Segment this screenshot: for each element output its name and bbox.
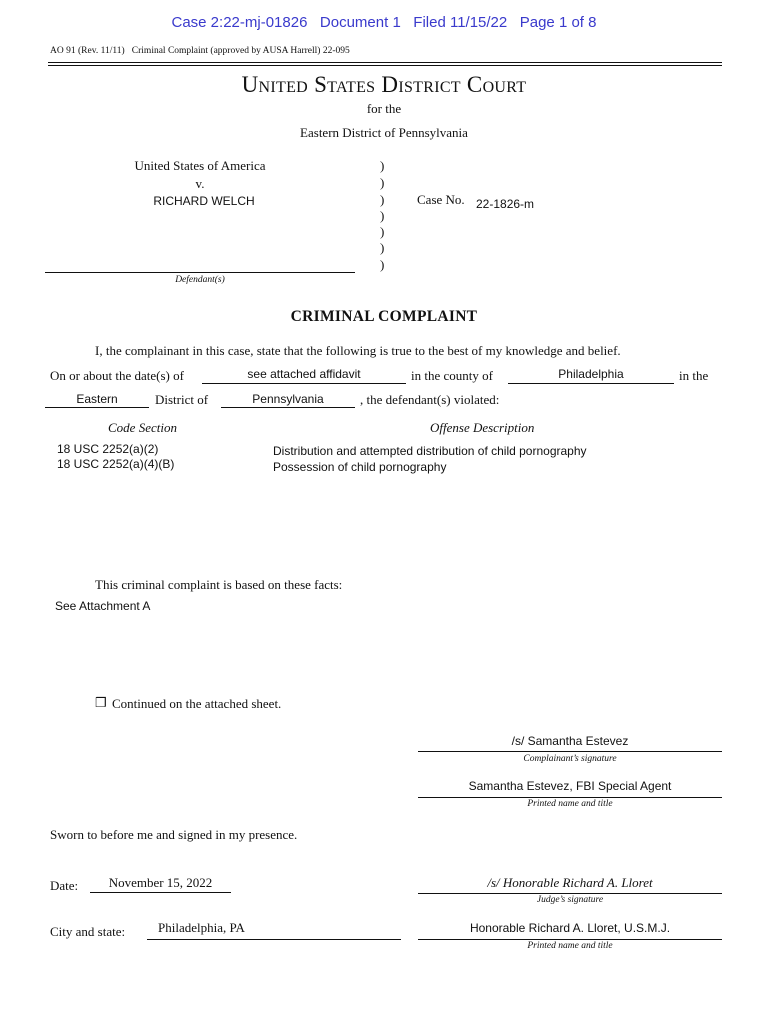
offense-code: 18 USC 2252(a)(2) [57,442,159,456]
county-field-line [508,383,674,384]
county-label: in the county of [411,368,493,383]
complainant-printed-name: Samantha Estevez, FBI Special Agent [468,779,672,793]
header-rule-top [48,62,722,63]
complainant-printed-label: Printed name and title [527,799,613,809]
complaint-intro: I, the complainant in this case, state that the following is true to the best of my knowledge and belief. [95,343,621,358]
judge-printed-label: Printed name and title [527,941,613,951]
city-state-label: City and state: [50,924,126,939]
paren: ) [380,208,385,223]
paren: ) [380,257,385,272]
offense-code: 18 USC 2252(a)(4)(B) [57,457,175,471]
complainant-signature-label: Complainant’s signature [523,754,617,764]
date-field: see attached affidavit [247,367,361,381]
form-id: AO 91 (Rev. 11/11) Criminal Complaint (approved by AUSA Harrell) 22-095 [50,46,350,56]
judge-signature-label: Judge’s signature [536,895,604,905]
case-no-label: Case No. [417,192,465,207]
complaint-title: CRIMINAL COMPLAINT [290,308,478,325]
case-stamp: Case 2:22-mj-01826 Document 1 Filed 11/15/22 Page 1 of 8 [171,14,597,31]
defendant-label: Defendant(s) [175,275,225,285]
plaintiff-name: United States of America [134,158,266,173]
on-or-about-label: On or about the date(s) of [50,368,184,383]
header-rule-bottom [48,65,722,66]
sworn-date-value: November 15, 2022 [108,875,213,890]
facts-intro: This criminal complaint is based on these facts: [95,577,343,592]
county-field: Philadelphia [558,367,624,381]
defendant-name: RICHARD WELCH [153,194,255,208]
paren: ) [380,240,385,255]
offense-description-header: Offense Description [430,420,535,435]
code-section-header: Code Section [108,420,177,435]
district-field: Eastern [76,392,118,406]
case-no-value: 22-1826-m [476,197,535,211]
date-field-line [202,383,406,384]
district-field-line [45,407,149,408]
sworn-date-line [90,892,231,893]
versus: v. [195,176,205,191]
district-name: Eastern District of Pennsylvania [300,125,468,140]
complainant-signature: /s/ Samantha Estevez [511,734,629,748]
continued-checkbox[interactable]: ❒ [95,695,107,710]
court-title: United States District Court [241,72,527,97]
facts-value: See Attachment A [55,599,151,613]
for-the: for the [366,101,402,116]
district-of-label: District of [155,392,209,407]
city-state-line [147,939,401,940]
state-field: Pennsylvania [252,392,324,406]
continued-label: Continued on the attached sheet. [112,696,282,711]
paren: ) [380,224,385,239]
state-field-line [221,407,355,408]
paren: ) [380,158,385,173]
city-state-value: Philadelphia, PA [158,920,245,935]
sworn-statement: Sworn to before me and signed in my presence. [50,827,298,842]
date-label: Date: [50,878,79,893]
paren: ) [380,192,385,207]
offense-description: Distribution and attempted distribution of child pornography [273,444,587,458]
in-the-label: in the [679,368,709,383]
judge-signature: /s/ Honorable Richard A. Lloret [487,875,653,890]
judge-printed-line [418,939,722,940]
defendant-line [45,272,355,273]
offense-description: Possession of child pornography [273,460,447,474]
judge-signature-line [418,893,722,894]
judge-printed-name: Honorable Richard A. Lloret, U.S.M.J. [469,921,671,935]
paren: ) [380,175,385,190]
violated-label: , the defendant(s) violated: [360,392,500,407]
complainant-printed-line [418,797,722,798]
complainant-signature-line [418,751,722,752]
